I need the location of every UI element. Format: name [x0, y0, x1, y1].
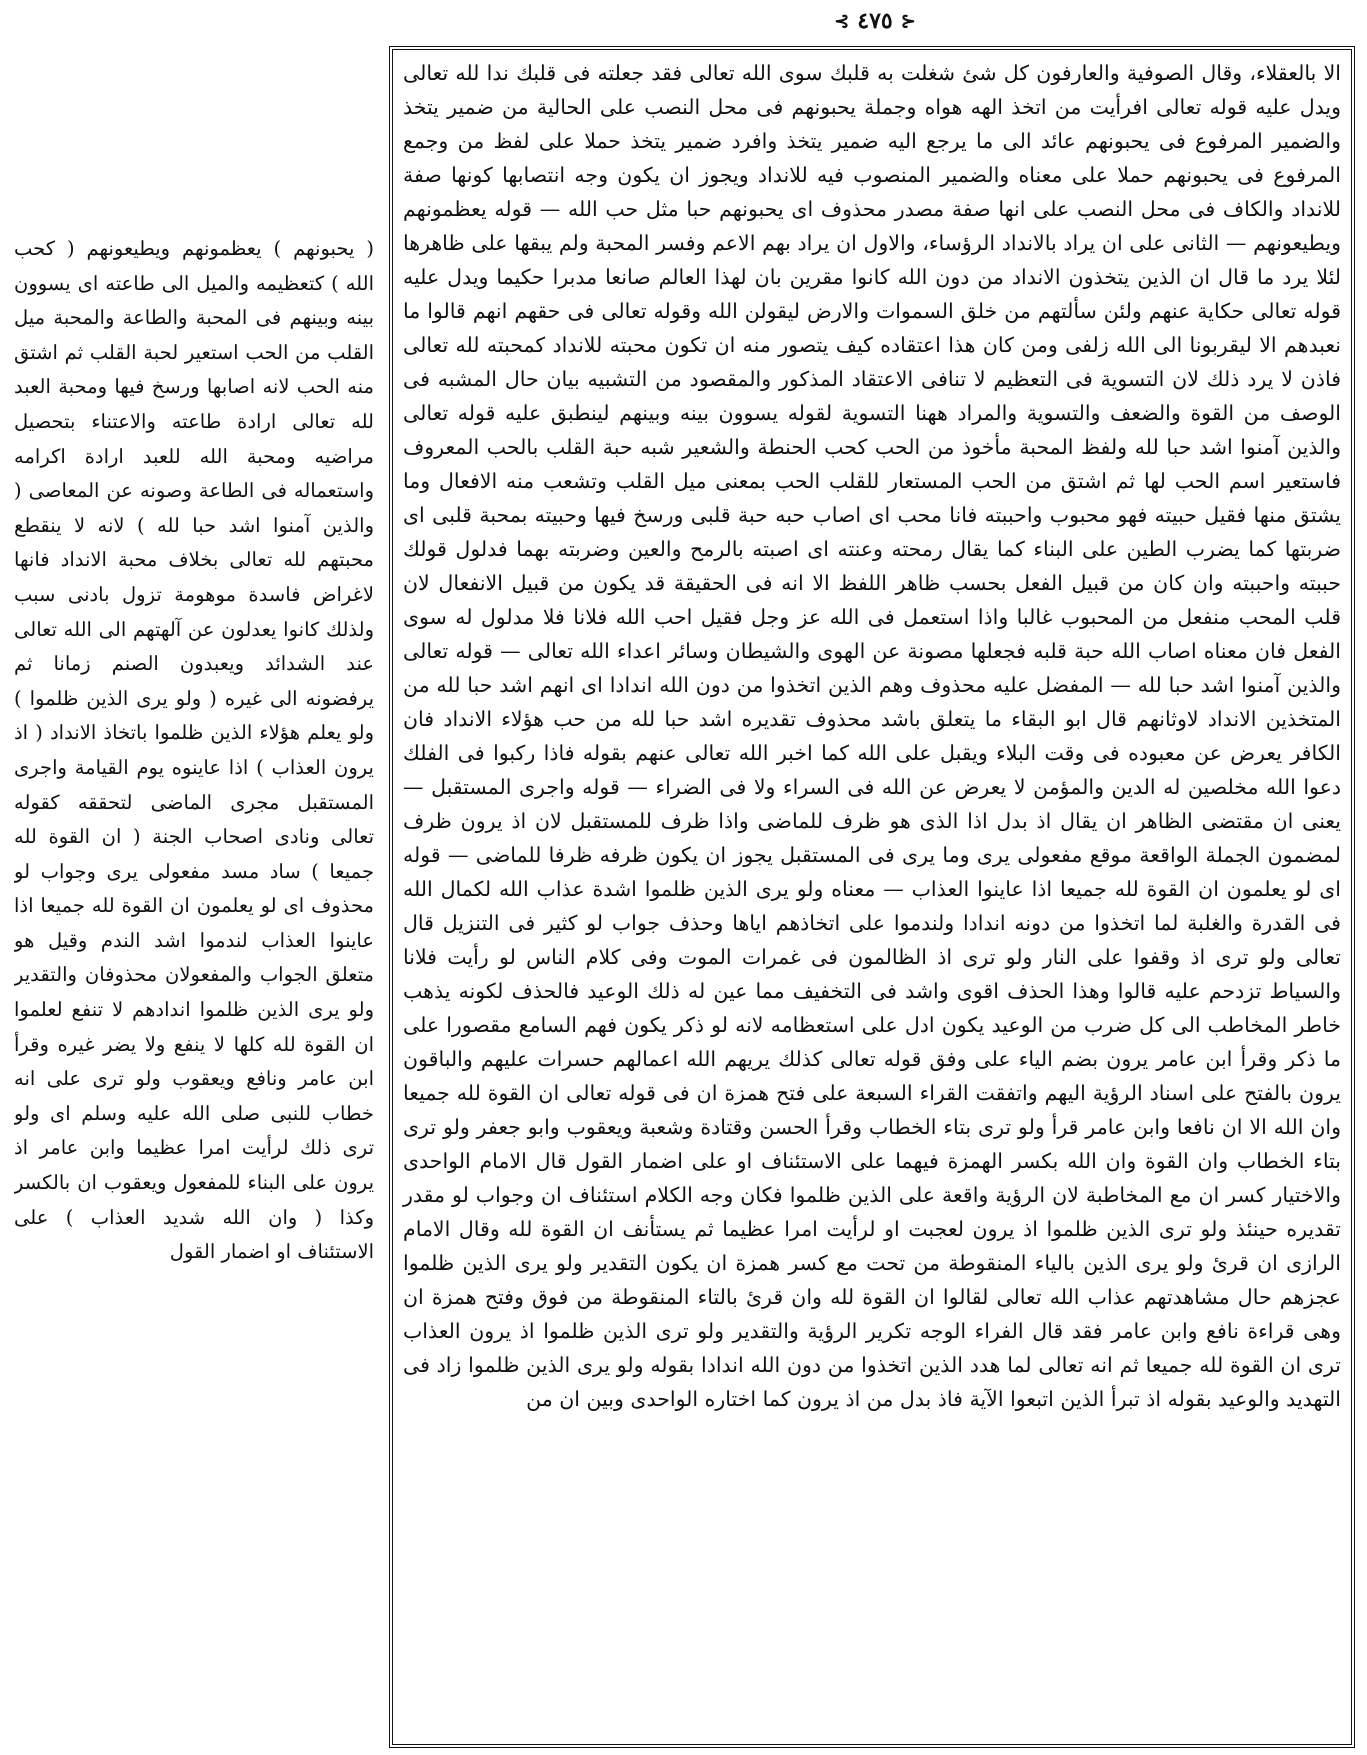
ornament-left: ⊰ [900, 10, 916, 32]
page-number-value: ٤٧٥ [857, 8, 893, 34]
ornament-right: ⊱ [834, 10, 850, 32]
page-number [800, 6, 950, 36]
main-commentary-text: الا بالعقلاء، وقال الصوفية والعارفون كل شئ شغلت به قلبك سوى الله تعالى فقد جعلته فى قلبك ندا لله تعالى ويدل عليه قوله تعالى افرأيت من اتخذ الهه هواه وجملة يحبونهم فى محل النصب على الحالية من ضمير يتخذ والضمير المرفوع فى يحبونهم عائد الى ما يرجع اليه ضمير يتخذ وافرد ضمير يتخذ حملا على لفظ من وجمع المرفوع فى يحبونهم حملا على معناه والضمير المنصوب فيه للانداد ويجوز ان يكون وجه انتصابها كونها صفة للانداد والكاف فى محل النصب على انها صفة مصدر محذوف اى يحبونهم حبا مثل حب الله — قوله يعظمونهم ويطيعونهم — الثانى على ان يراد بالانداد الرؤساء، والاول ان يراد بهم الاعم وفسر المحبة ولم يبقها على ظاهرها لئلا يرد ما قال ان الذين يتخذون الانداد من دون الله كانوا مقرين بان لهذا العالم صانعا مدبرا حكيما ويدل عليه قوله تعالى حكاية عنهم ولئن سألتهم من خلق السموات والارض ليقولن الله وقوله تعالى فى حقهم انهم قالوا ما نعبدهم الا ليقربونا الى الله زلفى ومن كان هذا اعتقاده كيف يتصور منه ان تكون محبته للانداد كمحبته لله تعالى فاذن لا يرد ذلك لان التسوية فى التعظيم لا تنافى الاعتقاد المذكور والمقصود من التشبيه بيان حال المشبه فى الوصف من القوة والضعف والتسوية والمراد ههنا التسوية لقوله يسوون بينه وبينهم لينطبق عليه قوله تعالى والذين آمنوا اشد حبا لله ولفظ المحبة مأخوذ من الحب كحب الحنطة والشعير شبه حبة القلب بالحب المعروف فاستعير اسم الحب لها ثم اشتق من الحب المستعار للقلب الحب بمعنى ميل القلب وتشعب منه الافعال وما يشتق منها فقيل حبيته فهو محبوب واحببته فانا محب اى اصاب حبه حبة قلبى ورسخ فيها وحبيته بمحبة قلبى اى ضربتها كما يضرب الطين على البناء كما يقال رمحته وعنته اى اصبته بالرمح والعين وضربته بهما فدلول قولك حببته واحببته وان كان من قبيل الفعل بحسب ظاهر اللفظ الا انه فى الحقيقة قد يكون من قبيل الانفعال لان قلب المحب منفعل من المحبوب غالبا واذا استعمل فى الله عز وجل فقيل احب الله فلانا فلا مدلول له سوى الفعل فان معناه اصاب الله حبة قلبه فجعلها مصونة عن الهوى والشيطان وسائر اعداء الله تعالى — قوله تعالى والذين آمنوا اشد حبا لله — المفضل عليه محذوف وهم الذين اتخذوا من دون الله اندادا اى انهم اشد حبا لله من المتخذين الانداد لاوثانهم قال ابو البقاء ما يتعلق باشد محذوف تقديره اشد حبا لله من حب هؤلاء الانداد فان الكافر يعرض عن معبوده فى وقت البلاء ويقبل على الله كما اخبر الله تعالى عنهم بقوله فاذا ركبوا فى الفلك دعوا الله مخلصين له الدين والمؤمن لا يعرض عن الله فى السراء ولا فى الضراء — قوله واجرى المستقبل — يعنى ان مقتضى الظاهر ان يقال اذ بدل اذا الذى هو ظرف للماضى واذا ظرف للمستقبل لان اذ يرون ظرف لمضمون الجملة الواقعة موقع مفعولى يرى وما يرى فى المستقبل يجوز ان يكون ظرفه ظرفا للماضى — قوله اى لو يعلمون ان القوة لله جميعا اذا عاينوا العذاب — معناه ولو يرى الذين ظلموا اشدة عذاب الله لكمال الله فى القدرة والغلبة لما اتخذوا من دونه اندادا ولندموا على اتخاذهم اياها وحذف جواب لو كثير فى التنزيل قال تعالى ولو ترى اذ وقفوا على النار ولو ترى اذ الظالمون فى غمرات الموت وفى كلام الناس لو رأيت فلانا والسياط تزدحم عليه قالوا وهذا الحذف اقوى واشد فى التخفيف مما عين له ذلك الوعيد فالحذف لكونه يذهب خاطر المخاطب الى كل ضرب من الوعيد يكون ادل على استعظامه لانه لو ذكر يكون فهم السامع مقصورا على ما ذكر وقرأ ابن عامر يرون بضم الياء على وفق قوله تعالى كذلك يريهم الله اعمالهم حسرات عليهم والباقون يرون بالفتح على اسناد الرؤية اليهم واتفقت القراء السبعة على فتح همزة ان فى قوله تعالى ان القوة لله جميعا وان الله الا ان نافعا وابن عامر قرأ ولو ترى بتاء الخطاب وقرأ الحسن وقتادة وشعبة ويعقوب وابو جعفر ولو ترى بتاء الخطاب وان القوة وان الله بكسر الهمزة فيهما على الاستئناف او على اضمار القول قال الامام الواحدى والاختيار كسر ان مع المخاطبة لان الرؤية واقعة على الذين ظلموا فكان وجه الكلام استئناف ان وجواب لو مقدر تقديره حينئذ ولو ترى الذين ظلموا اذ يرون لعجبت او لرأيت امرا عظيما ثم يستأنف ان القوة لله وقال الامام الرازى ان قرئ ولو يرى الذين بالياء المنقوطة من تحت مع كسر همزة ان يكون التقدير ولو يرى الذين ظلموا عجزهم حال مشاهدتهم عذاب الله تعالى لقالوا ان القوة لله وان قرئ بالتاء المنقوطة من فوق وفتح همزة ان وهى قراءة نافع وابن عامر فقد قال الفراء الوجه تكرير الرؤية والتقدير ولو ترى الذين ظلموا اذ يرون العذاب ترى ان القوة لله جميعا ثم انه تعالى لما هدد الذين اتخذوا من دون الله اندادا بقوله ولو يرى الذين ظلموا زاد فى التهديد والوعيد بقوله اذ تبرأ الذين اتبعوا الآية فاذ بدل من اذ يرون كما اختاره الواحدى وبين ان من [403, 61, 1341, 1411]
main-commentary-frame [389, 46, 1355, 1748]
margin-commentary-text: ( يحبونهم ) يعظمونهم ويطيعونهم ( كحب الله ) كتعظيمه والميل الى طاعته اى يسوون بينه وبينهم فى المحبة والطاعة والمحبة ميل القلب من الحب استعير لحبة القلب ثم اشتق منه الحب لانه اصابها ورسخ فيها ومحبة العبد لله تعالى ارادة طاعته والاعتناء بتحصيل مراضيه ومحبة الله للعبد ارادة اكرامه واستعماله فى الطاعة وصونه عن المعاصى ( والذين آمنوا اشد حبا لله ) لانه لا ينقطع محبتهم لله تعالى بخلاف محبة الانداد فانها لاغراض فاسدة موهومة تزول بادنى سبب ولذلك كانوا يعدلون عن آلهتهم الى الله تعالى عند الشدائد ويعبدون الصنم زمانا ثم يرفضونه الى غيره ( ولو يرى الذين ظلموا ) ولو يعلم هؤلاء الذين ظلموا باتخاذ الانداد ( اذ يرون العذاب ) اذا عاينوه يوم القيامة واجرى المستقبل مجرى الماضى لتحققه كقوله تعالى ونادى اصحاب الجنة ( ان القوة لله جميعا ) ساد مسد مفعولى يرى وجواب لو محذوف اى لو يعلمون ان القوة لله جميعا اذا عاينوا العذاب لندموا اشد الندم وقيل هو متعلق الجواب والمفعولان محذوفان والتقدير ولو يرى الذين ظلموا اندادهم لا تنفع لعلموا ان القوة لله كلها لا ينفع ولا يضر غيره وقرأ ابن عامر ونافع ويعقوب ولو ترى على انه خطاب للنبى صلى الله عليه وسلم اى ولو ترى ذلك لرأيت امرا عظيما وابن عامر اذ يرون على البناء للمفعول ويعقوب ان بالكسر وكذا ( وان الله شديد العذاب ) على الاستئناف او اضمار القول [14, 237, 374, 1264]
